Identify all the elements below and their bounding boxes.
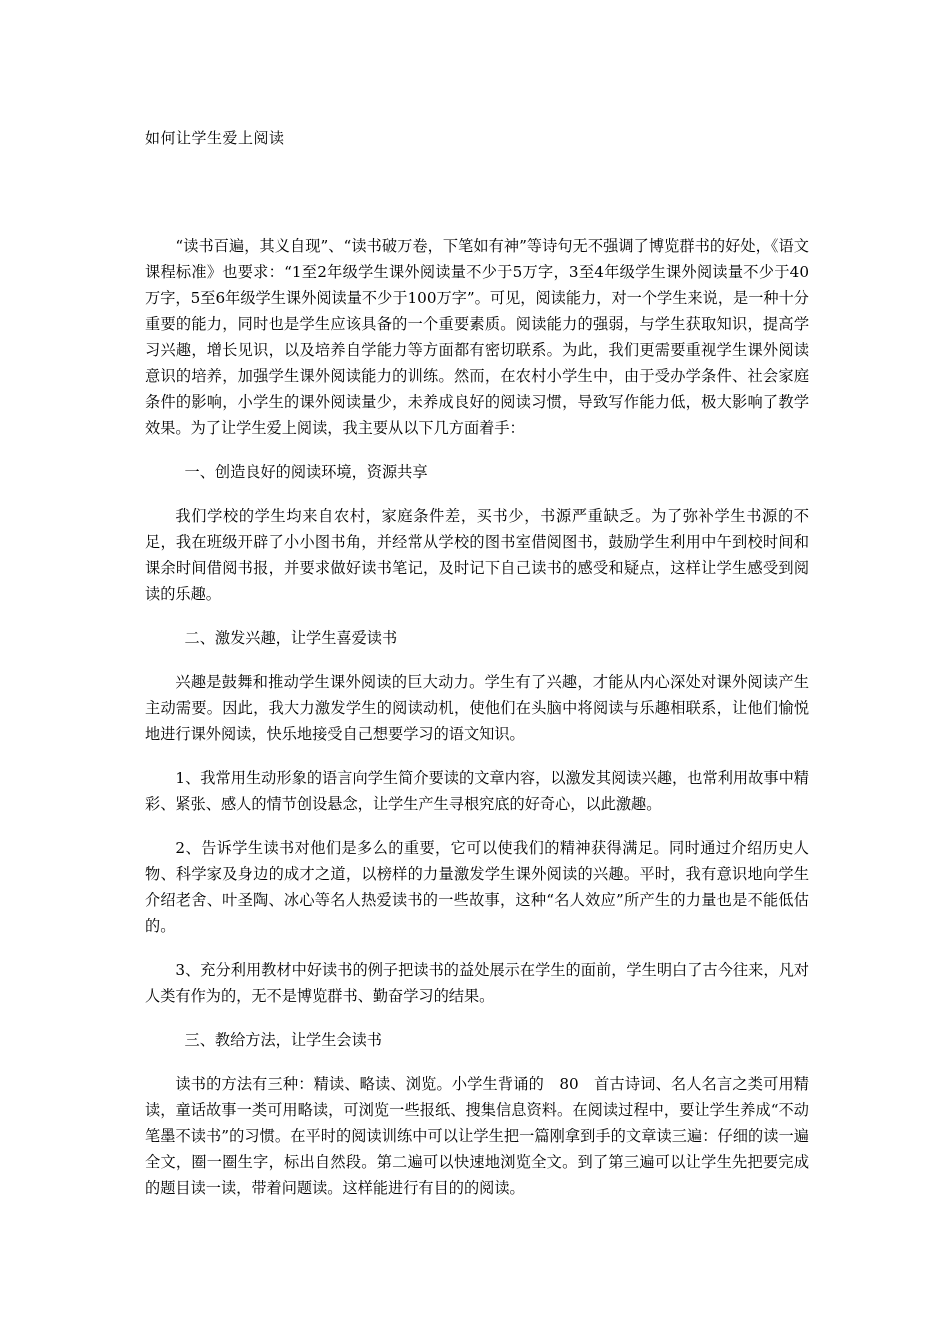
section-2-item-3: 3、充分利用教材中好读书的例子把读书的益处展示在学生的面前，学生明白了古今往来，凡对人类有作为的，无不是博览群书、勤奋学习的结果。: [145, 961, 809, 1005]
section-heading-2: 二、激发兴趣，让学生喜爱读书: [184, 629, 398, 647]
section-heading-1: 一、创造良好的阅读环境，资源共享: [184, 463, 428, 481]
section-heading-3: 三、教给方法，让学生会读书: [184, 1031, 382, 1049]
intro-paragraph: “读书百遍，其义自现”、“读书破万卷，下笔如有神”等诗句无不强调了博览群书的好处，《语文课程标准》也要求：“1至2年级学生课外阅读量不少于5万字，3至4年级学生课外阅读量不少于40万字，5至6年级学生课外阅读量不少于100万字”。可见，阅读能力，对一个学生来说，是一种十分重要的能力，同时也是学生应该具备的一个重要素质。阅读能力的强弱，与学生获取知识，提高学习兴趣，增长见识，以及培养自学能力等方面都有密切联系。为此，我们更需要重视学生课外阅读意识的培养，加强学生课外阅读能力的训练。然而，在农村小学生中，由于受办学条件、社会家庭条件的影响，小学生的课外阅读量少，未养成良好的阅读习惯，导致写作能力低，极大影响了教学效果。为了让学生爱上阅读，我主要从以下几方面着手：: [145, 237, 809, 437]
document-title: 如何让学生爱上阅读: [145, 129, 285, 147]
section-2-item-1: 1、我常用生动形象的语言向学生简介要读的文章内容，以激发其阅读兴趣，也常利用故事中精彩、紧张、感人的情节创设悬念，让学生产生寻根究底的好奇心，以此激趣。: [145, 769, 809, 813]
section-3-paragraph: 读书的方法有三种：精读、略读、浏览。小学生背诵的 80 首古诗词、名人名言之类可用精读，童话故事一类可用略读，可浏览一些报纸、搜集信息资料。在阅读过程中，要让学生养成“不动笔墨不读书”的习惯。在平时的阅读训练中可以让学生把一篇刚拿到手的文章读三遍：仔细的读一遍全文，圈一圈生字，标出自然段。第二遍可以快速地浏览全文。到了第三遍可以让学生先把要完成的题目读一读，带着问题读。这样能进行有目的的阅读。: [145, 1075, 809, 1197]
section-2-item-2: 2、告诉学生读书对他们是多么的重要，它可以使我们的精神获得满足。同时通过介绍历史人物、科学家及身边的成才之道，以榜样的力量激发学生课外阅读的兴趣。平时，我有意识地向学生介绍老舍、叶圣陶、冰心等名人热爱读书的一些故事，这种“名人效应”所产生的力量也是不能低估的。: [145, 839, 809, 935]
section-2-paragraph: 兴趣是鼓舞和推动学生课外阅读的巨大动力。学生有了兴趣，才能从内心深处对课外阅读产生主动需要。因此，我大力激发学生的阅读动机，使他们在头脑中将阅读与乐趣相联系，让他们愉悦地进行课外阅读，快乐地接受自己想要学习的语文知识。: [145, 673, 809, 743]
section-1-paragraph: 我们学校的学生均来自农村，家庭条件差，买书少，书源严重缺乏。为了弥补学生书源的不足，我在班级开辟了小小图书角，并经常从学校的图书室借阅图书，鼓励学生利用中午到校时间和课余时间借阅书报，并要求做好读书笔记，及时记下自己读书的感受和疑点，这样让学生感受到阅读的乐趣。: [145, 507, 809, 603]
document-body: [145, 233, 809, 1219]
